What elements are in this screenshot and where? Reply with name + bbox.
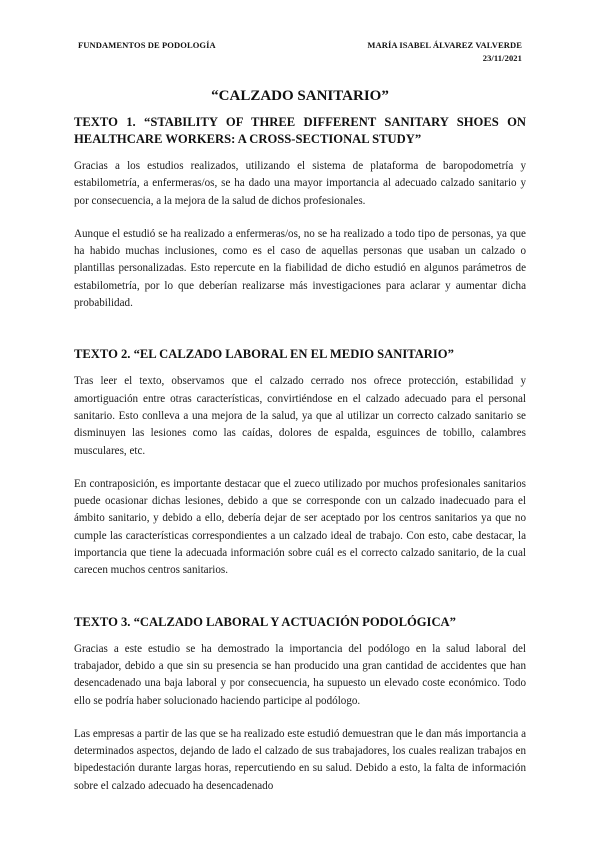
header-course: FUNDAMENTOS DE PODOLOGÍA <box>78 40 216 50</box>
section-2-paragraph-1: Tras leer el texto, observamos que el calzado cerrado nos ofrece protección, estabilidad y amortiguación entre otras características, convirtiéndose en el calzado adecuado para el personal sanitario. Esto conlleva a una mejora de la salud, ya que al utilizar un correcto calzado sanitario se disminuyen las lesiones como las caídas, dolores de espalda, esguinces de tobillo, calambres musculares, etc. <box>74 375 526 457</box>
document-title: “CALZADO SANITARIO” <box>211 88 389 104</box>
section-2-title: TEXTO 2. “EL CALZADO LABORAL EN EL MEDIO SANITARIO” <box>74 347 454 362</box>
section-1-paragraph-2: Aunque el estudió se ha realizado a enfermeras/os, no se ha realizado a todo tipo de personas, ya que ha habido muchas inclusiones, como es el caso de aquellas personas que usaban un calzado o plantillas personalizadas. Esto repercute en la fiabilidad de dicho estudió en algunos parámetros de estabilometría, por lo que deberían realizarse más investigaciones para aclarar y aumentar dicha probabilidad. <box>74 227 526 310</box>
section-3-paragraph-2: Las empresas a partir de las que se ha realizado este estudió demuestran que le dan más importancia a determinados aspectos, dejando de lado el calzado de sus trabajadores, los cuales realizan trabajos en bipedestación durante largas horas, repercutiendo en su salud. Debido a esto, la falta de información sobre el calzado adecuado ha desencadenado <box>74 727 526 792</box>
header-author: MARÍA ISABEL ÁLVAREZ VALVERDE <box>367 40 522 50</box>
section-3-title: TEXTO 3. “CALZADO LABORAL Y ACTUACIÓN PODOLÓGICA” <box>74 614 456 629</box>
section-3-paragraph-1: Gracias a este estudio se ha demostrado la importancia del podólogo en la salud laboral del trabajador, debido a que sin su presencia se han producido una gran cantidad de accidentes que han desencadenado una baja laboral y por consecuencia, ha supuesto un elevado coste económico. Todo ello se podría haber solucionado haciendo participe al podólogo. <box>74 642 526 707</box>
section-1-title: TEXTO 1. “STABILITY OF THREE DIFFERENT SANITARY SHOES ON HEALTHCARE WORKERS: A CROSS-SECTIONAL STUDY” <box>74 115 526 146</box>
header-date: 23/11/2021 <box>482 53 522 63</box>
section-1-paragraph-1: Gracias a los estudios realizados, utilizando el sistema de plataforma de baropodometría y estabilometría, a enfermeras/os, se ha dado una mayor importancia al adecuado calzado sanitario y por consecuencia, a la mejora de la salud de dichos profesionales. <box>74 160 526 207</box>
section-2-paragraph-2: En contraposición, es importante destacar que el zueco utilizado por muchos profesionales sanitarios puede ocasionar dichas lesiones, debido a que se corresponde con un calzado inadecuado para el ámbito sanitario, y debido a ello, debería dejar de ser aceptado por los centros sanitarios ya que no cumple las características correspondientes a un calzado ideal de trabajo. Con esto, cabe destacar, la importancia que tiene la adecuada información sobre cuál es el correcto calzado sanitario, de la cual carecen muchos centros sanitarios. <box>74 477 526 577</box>
document-body <box>74 114 526 795</box>
